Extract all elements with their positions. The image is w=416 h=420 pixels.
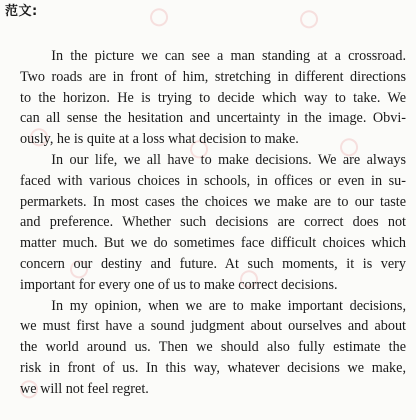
text-line: In our life, we all have to make decisions. We are always [51, 151, 406, 168]
text-line: faced with various choices in schools, in offices or even in su- [20, 172, 406, 189]
text-line: we must first have a sound judgment about ourselves and about [20, 318, 406, 335]
text-line: can all sense the hesitation and uncertainty in the image. Obvi- [20, 110, 406, 127]
text-line: concern our destiny and future. At such moments, it is very [20, 255, 406, 272]
text-line: important for every one of us to make correct decisions. [20, 276, 338, 293]
text-line: we will not feel regret. [20, 380, 149, 397]
text-line: risk in front of us. In this way, whatever decisions we make, [20, 359, 406, 376]
paragraph-2 [20, 150, 406, 296]
watermark-seal-icon [298, 7, 323, 30]
essay-heading: 范文: [5, 4, 38, 19]
text-line: and preference. Whether such decisions are correct does not [20, 214, 406, 231]
text-line: matter much. But we do sometimes face difficult choices which [20, 235, 406, 252]
text-line: Two roads are in front of him, stretching in different directions [20, 68, 406, 85]
text-line: to the horizon. He is trying to decide which way to take. We [20, 89, 406, 106]
paragraph-1 [20, 46, 406, 150]
text-line: ously, he is quite at a loss what decision to make. [20, 131, 299, 148]
essay-body [20, 46, 406, 400]
text-line: In my opinion, when we are to make important decisions, [51, 297, 406, 314]
paragraph-3 [20, 296, 406, 400]
text-line: In the picture we can see a man standing at a crossroad. [51, 48, 406, 64]
text-line: the world around us. Then we should also fully estimate the [20, 339, 406, 356]
watermark-seal-icon [148, 5, 173, 28]
text-line: permarkets. In most cases the choices we make are to our taste [20, 193, 406, 210]
